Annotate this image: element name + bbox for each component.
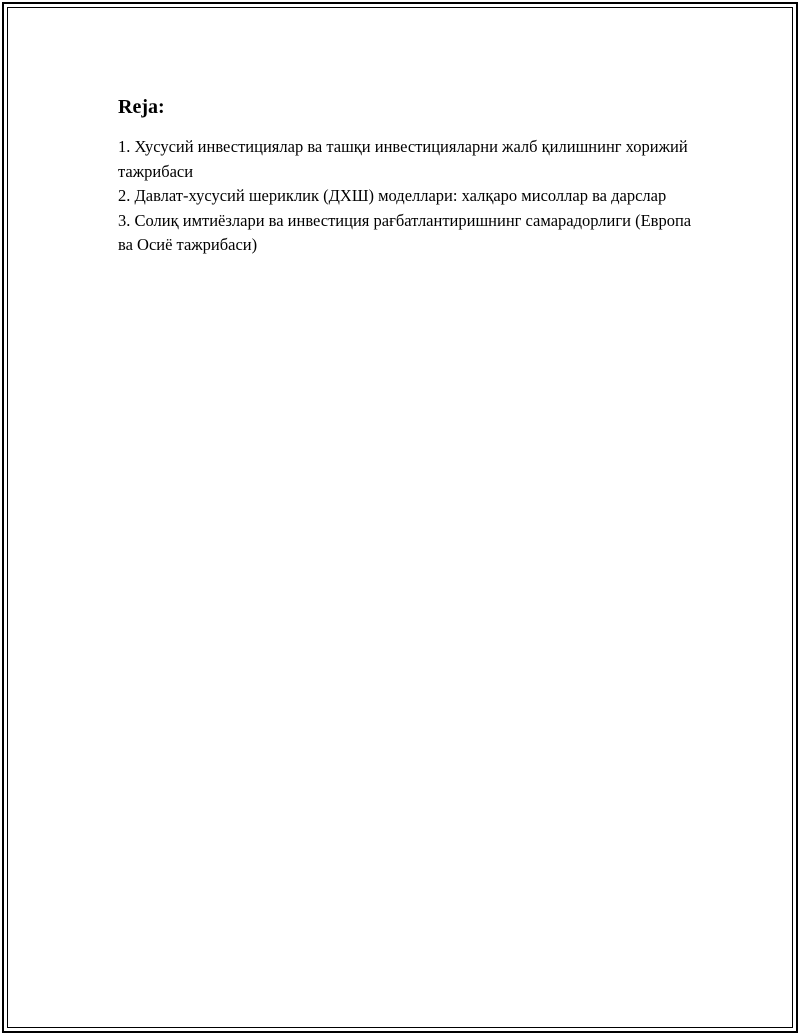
plan-item-3: 3. Солиқ имтиёзлари ва инвестиция рағбатлантиришнинг самарадорлиги (Европа ва Осиё тажрибаси) bbox=[118, 210, 692, 254]
plan-list bbox=[118, 135, 698, 258]
plan-item-2: 2. Давлат-хусусий шериклик (ДХШ) моделлари: халқаро мисоллар ва дарслар bbox=[118, 186, 667, 205]
document-content bbox=[118, 95, 698, 258]
plan-heading: Reja: bbox=[118, 96, 165, 118]
plan-item-1: 1. Хусусий инвестициялар ва ташқи инвестицияларни жалб қилишнинг хорижий тажрибаси bbox=[118, 137, 688, 181]
